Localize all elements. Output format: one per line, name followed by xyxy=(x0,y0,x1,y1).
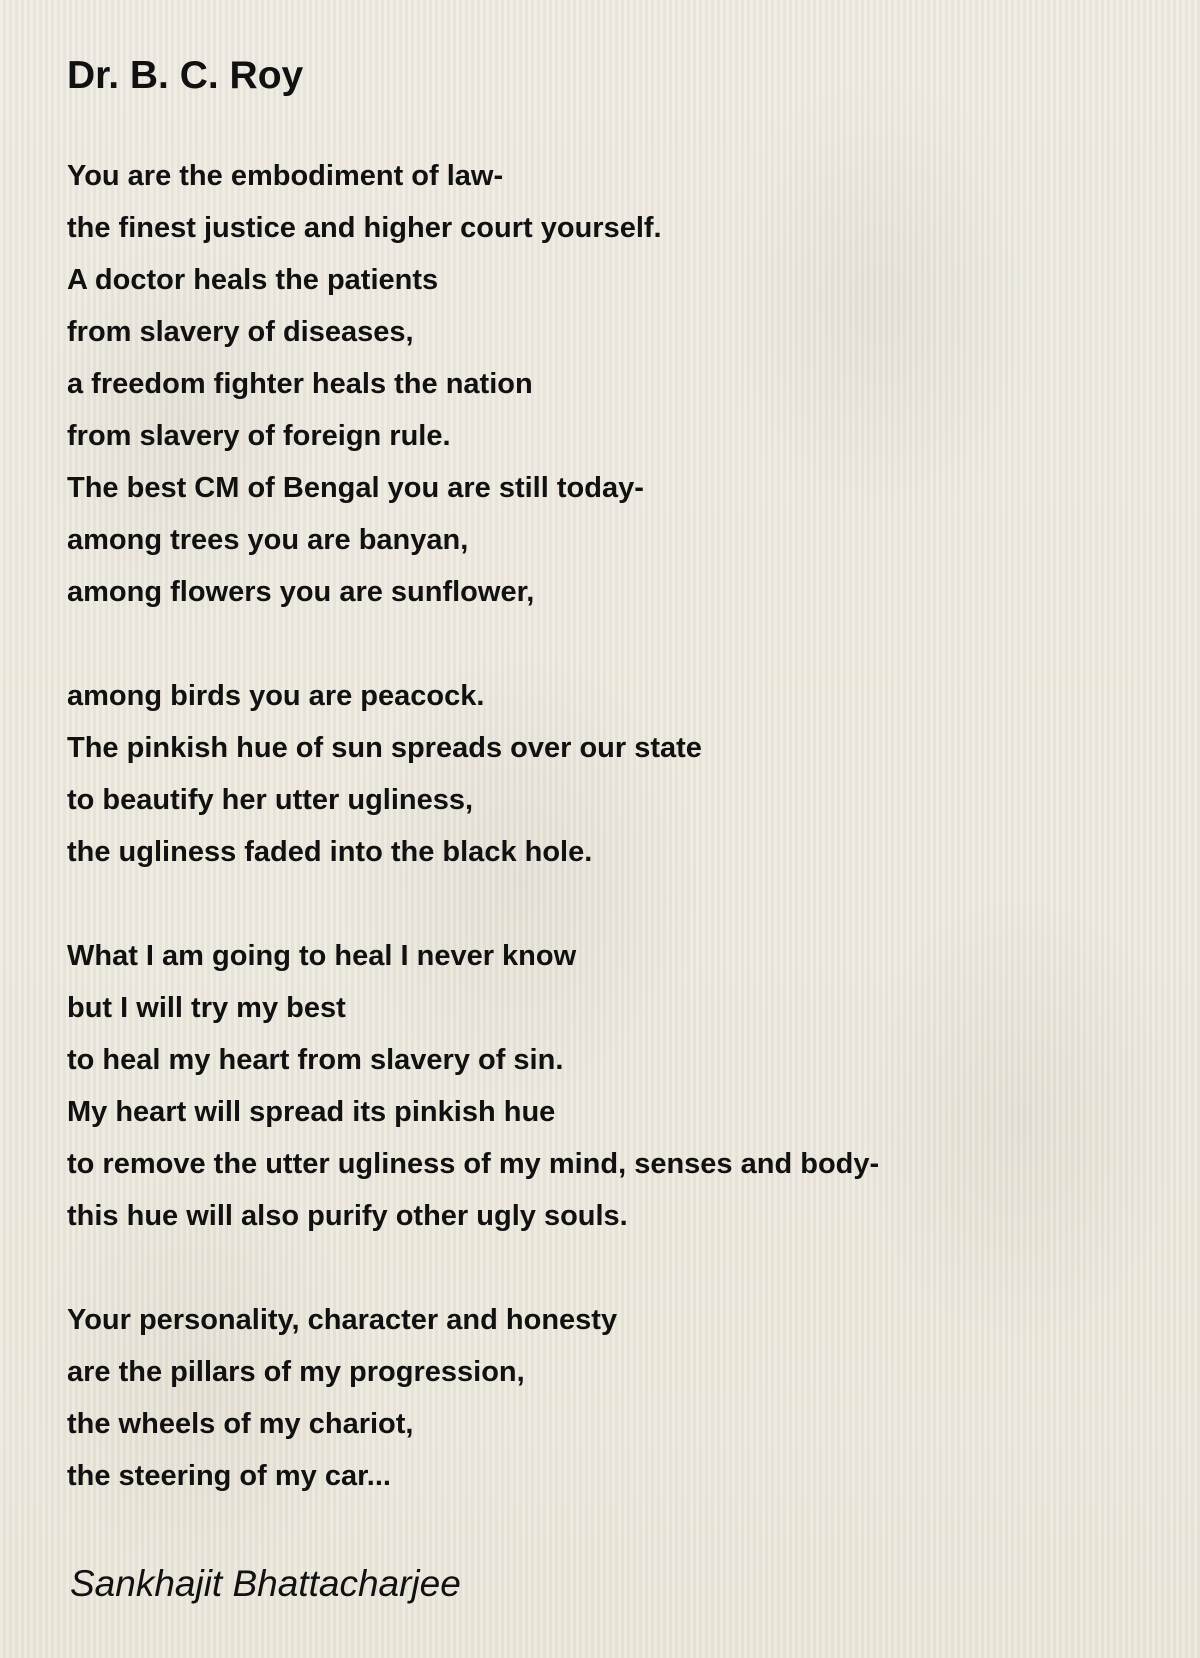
poem-line: to beautify her utter ugliness, xyxy=(67,784,474,816)
poem-line: The best CM of Bengal you are still today- xyxy=(67,472,644,504)
poem-body xyxy=(67,150,1147,1502)
poem-line: from slavery of diseases, xyxy=(67,316,414,348)
poem-author: Sankhajit Bhattacharjee xyxy=(70,1563,461,1604)
poem-line: among flowers you are sunflower, xyxy=(67,576,535,608)
poem-line: My heart will spread its pinkish hue xyxy=(67,1096,556,1128)
stanza-1 xyxy=(67,150,1147,618)
poem-line: among trees you are banyan, xyxy=(67,524,469,556)
poem-line: are the pillars of my progression, xyxy=(67,1356,525,1388)
poem-line: among birds you are peacock. xyxy=(67,680,485,712)
stanza-2 xyxy=(67,670,1147,878)
poem-line: You are the embodiment of law- xyxy=(67,160,504,192)
poem-line: The pinkish hue of sun spreads over our state xyxy=(67,732,702,764)
poem-line: What I am going to heal I never know xyxy=(67,940,577,972)
stanza-4 xyxy=(67,1294,1147,1502)
poem-line: the steering of my car... xyxy=(67,1460,391,1492)
poem-title: Dr. B. C. Roy xyxy=(67,54,304,97)
poem-line: to remove the utter ugliness of my mind, senses and body- xyxy=(67,1148,880,1180)
poem-line: from slavery of foreign rule. xyxy=(67,420,451,452)
poem-line: A doctor heals the patients xyxy=(67,264,439,296)
poem-line: this hue will also purify other ugly souls. xyxy=(67,1200,628,1232)
poem-line: Your personality, character and honesty xyxy=(67,1304,618,1336)
poem-line: to heal my heart from slavery of sin. xyxy=(67,1044,564,1076)
stanza-3 xyxy=(67,930,1147,1242)
poem-line: the wheels of my chariot, xyxy=(67,1408,414,1440)
poem-line: a freedom fighter heals the nation xyxy=(67,368,533,400)
poem-line: but I will try my best xyxy=(67,992,346,1024)
poem-line: the ugliness faded into the black hole. xyxy=(67,836,593,868)
poem-line: the finest justice and higher court yourself. xyxy=(67,212,662,244)
